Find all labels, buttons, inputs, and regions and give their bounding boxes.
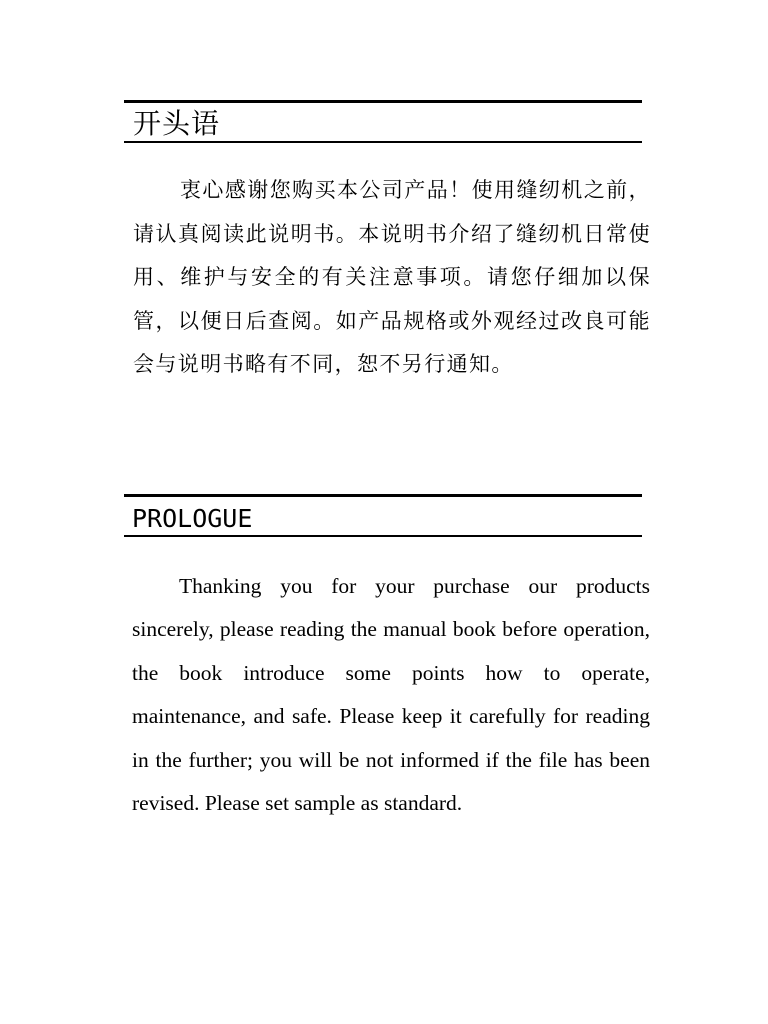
english-prologue-paragraph: Thanking you for your purchase our products sincerely, please reading the manual book before operation, the book introduce some points how to operate, maintenance, and safe. Please keep it carefully for reading in the further; you will be not informed if the file has been revised. Please set sample as standard. — [132, 574, 650, 816]
english-section-header — [124, 494, 642, 537]
chinese-section-title: 开头语 — [133, 107, 221, 140]
chinese-section-header — [124, 100, 642, 143]
english-section-title: PROLOGUE — [132, 504, 253, 533]
chinese-prologue-paragraph: 衷心感谢您购买本公司产品！使用缝纫机之前，请认真阅读此说明书。本说明书介绍了缝纫机日常使用、维护与安全的有关注意事项。请您仔细加以保管，以便日后查阅。如产品规格或外观经过改良可能会与说明书略有不同，恕不另行通知。 — [133, 178, 651, 376]
